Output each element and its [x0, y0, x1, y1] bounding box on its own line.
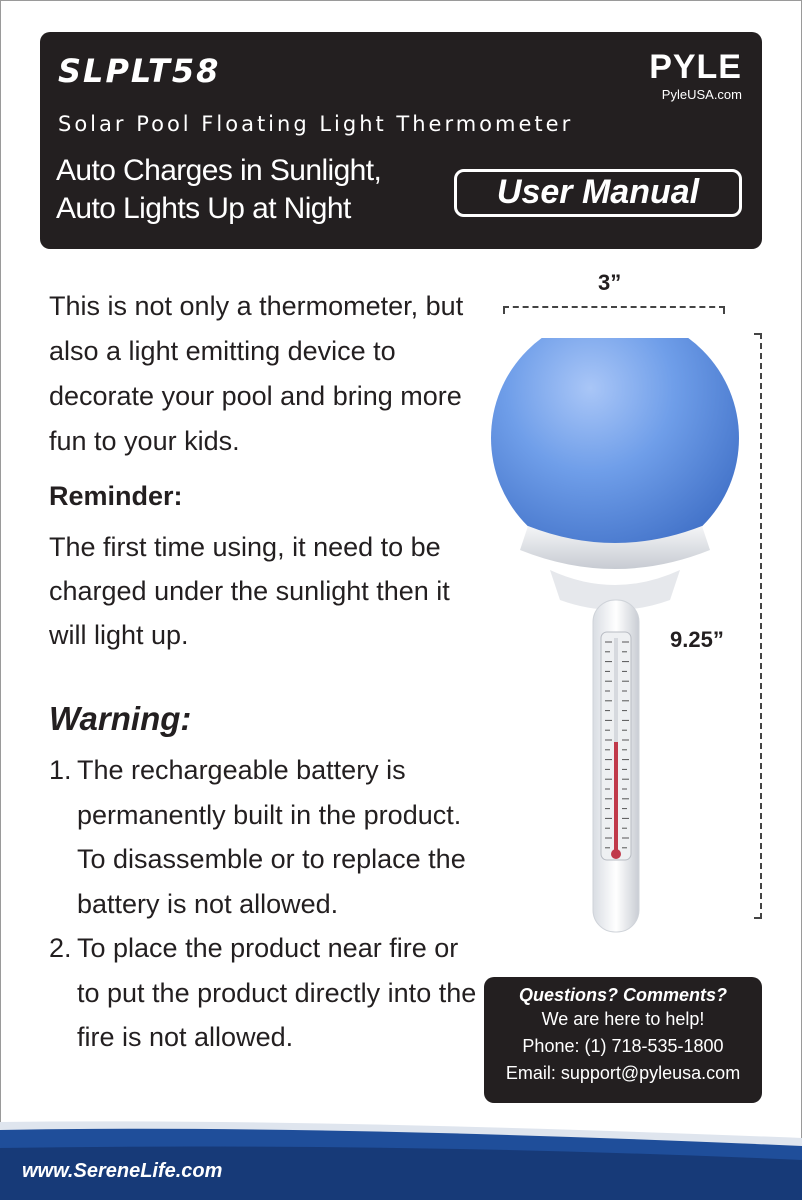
height-dimension-line [754, 333, 762, 919]
subtitle-line-1: Auto Charges in Sunlight, [56, 154, 382, 187]
brand-url: PyleUSA.com [661, 87, 742, 102]
reminder-text: The first time using, it need to be charged under the sunlight then it will light up. [49, 532, 450, 650]
height-dimension-label: 9.25” [670, 627, 724, 652]
product-tagline: Solar Pool Floating Light Thermometer [58, 112, 574, 136]
warning-item-text: To place the product near fire or to put the product directly into the fire is not allowed. [77, 933, 477, 1052]
warning-item-number: 1. [49, 755, 72, 785]
warning-heading: Warning: [49, 700, 192, 737]
footer-wave [0, 1108, 802, 1200]
width-dimension-line [503, 306, 725, 314]
header-banner [40, 32, 762, 249]
model-number: SLPLT58 [58, 52, 221, 90]
width-dimension-label: 3” [598, 270, 622, 295]
warning-item [49, 748, 479, 926]
contact-phone: Phone: (1) 718-535-1800 [522, 1036, 724, 1056]
brand-logo: PYLE [649, 48, 742, 86]
user-manual-badge: User Manual [454, 169, 742, 217]
warning-item-number: 2. [49, 933, 72, 963]
contact-help-line: We are here to help! [541, 1009, 705, 1029]
footer-website-link[interactable]: www.SereneLife.com [22, 1160, 223, 1182]
warning-item [49, 926, 479, 1060]
warning-item-text: The rechargeable battery is permanently built in the product. To disassemble or to replace the battery is not allowed. [77, 755, 466, 919]
thermometer-stem [593, 600, 639, 932]
contact-box [484, 977, 762, 1103]
contact-email[interactable]: Email: support@pyleusa.com [505, 1063, 741, 1083]
subtitle-line-2: Auto Lights Up at Night [56, 192, 351, 225]
warning-list [49, 748, 479, 1060]
reminder-heading: Reminder: [49, 481, 183, 511]
thermometer-product-image [490, 338, 740, 938]
contact-heading: Questions? Comments? [518, 985, 728, 1005]
intro-paragraph: This is not only a thermometer, but also a light emitting device to decorate your pool and bring more fun to your kids. [49, 291, 464, 456]
